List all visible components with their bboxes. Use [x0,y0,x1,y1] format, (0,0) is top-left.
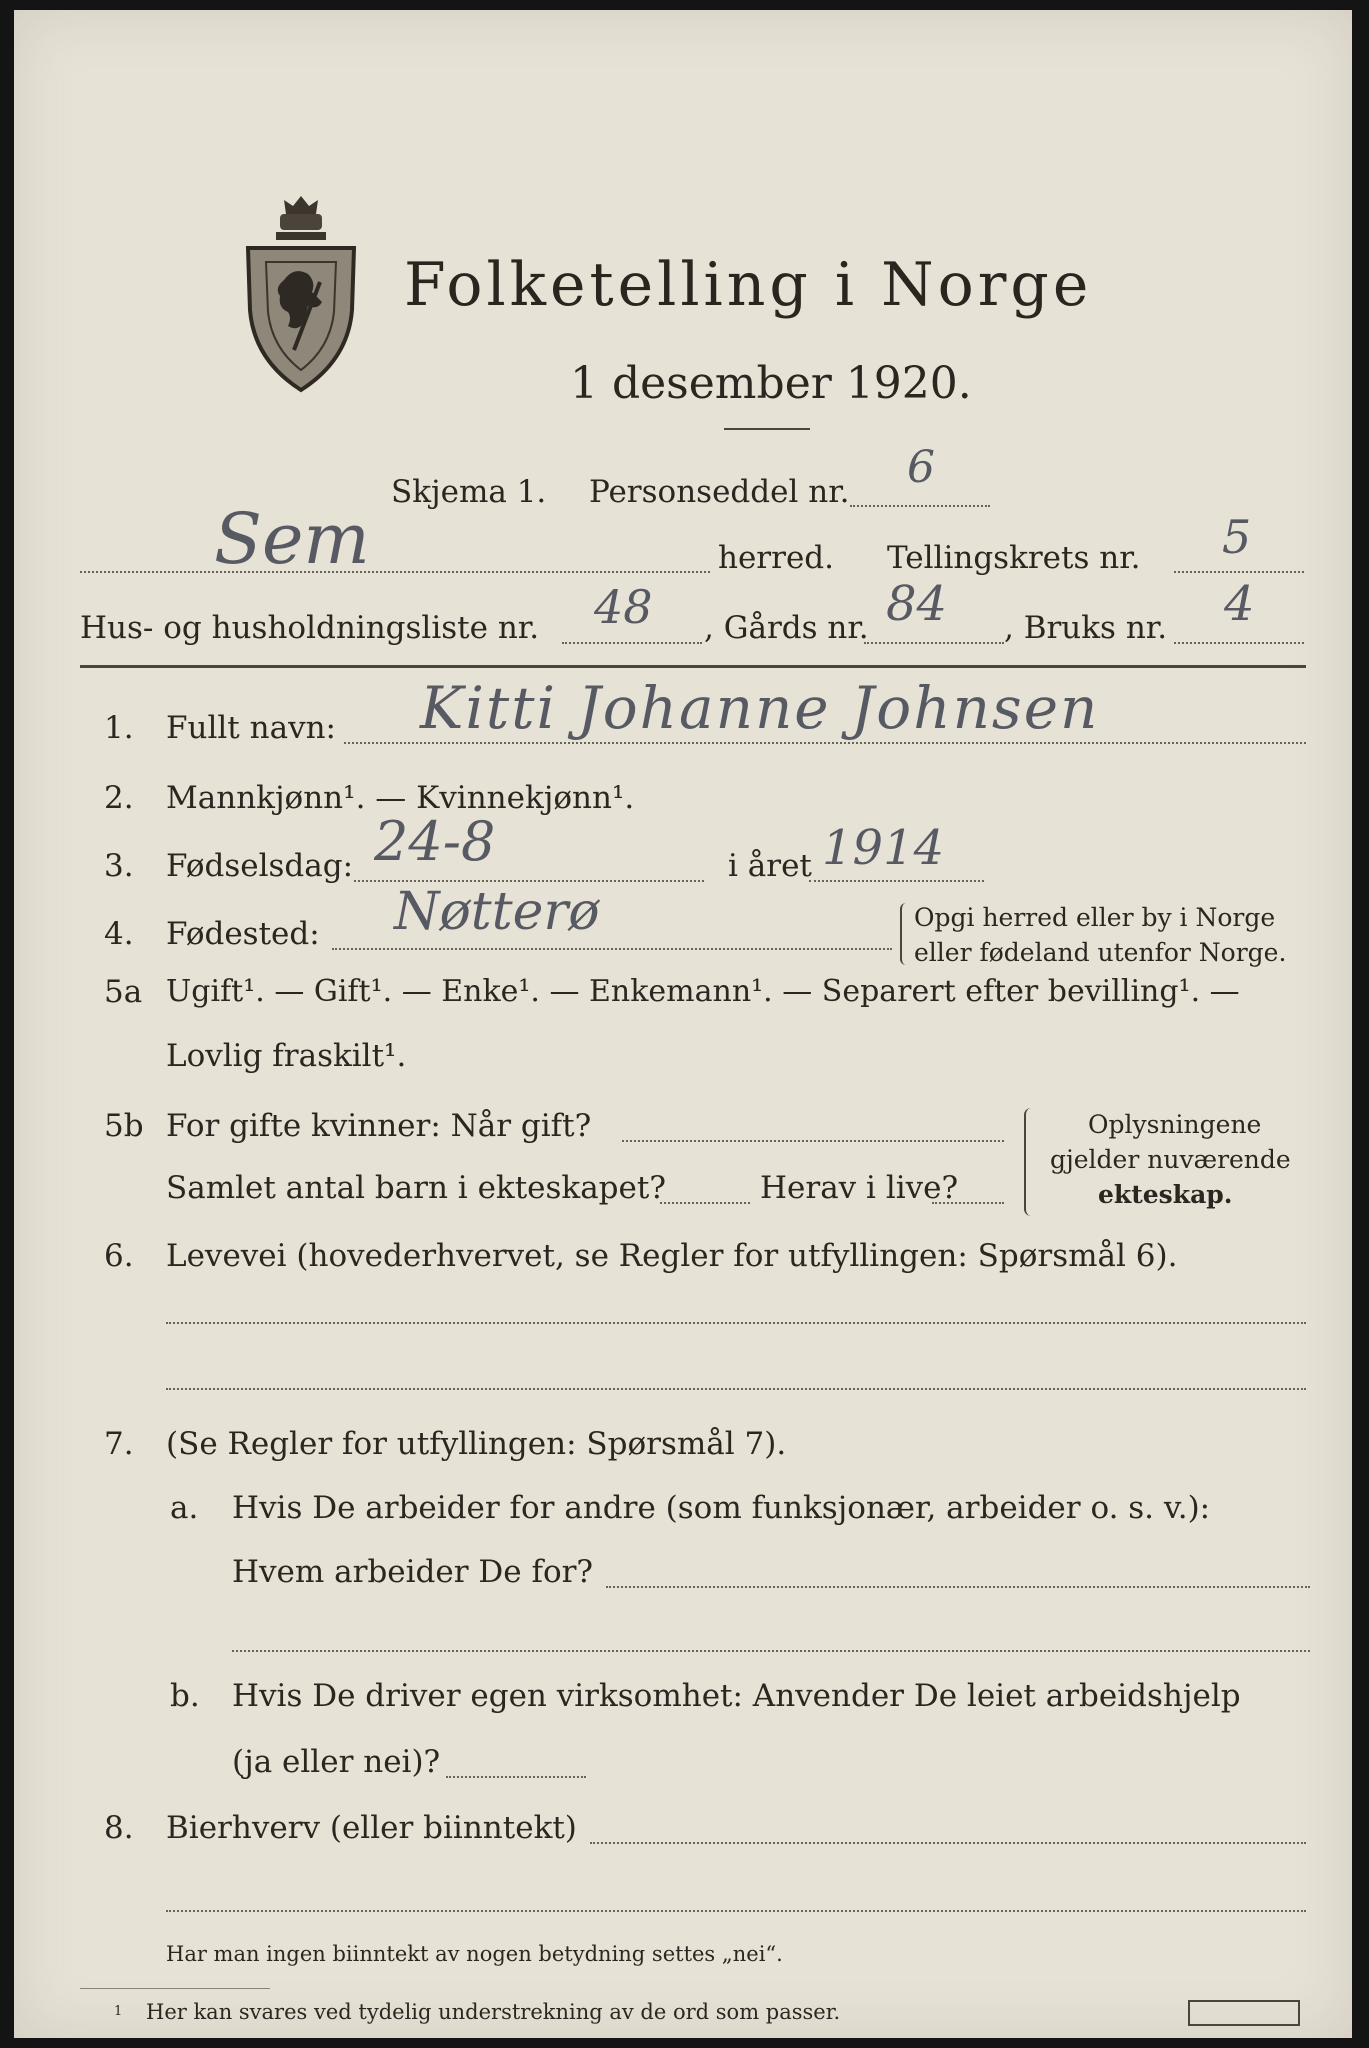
q4-note-brace [900,903,912,965]
herred-label: herred. [718,540,834,576]
q4-note-line-2: eller fødeland utenfor Norge. [914,938,1287,967]
q8-line-2 [166,1910,1306,1912]
q1-line [344,742,1306,744]
title-divider [724,428,810,430]
q5b-alive-label: Herav i live? [760,1170,959,1206]
q5b-alive-line [932,1202,1004,1204]
q6-answer-line-1 [166,1322,1306,1324]
q2-gender-options[interactable]: Mannkjønn¹. — Kvinnekjønn¹. [166,780,635,816]
q5a-marital-options-cont[interactable]: Lovlig fraskilt¹. [166,1038,407,1074]
herred-value[interactable]: Sem [214,498,370,580]
gards-label: , Gårds nr. [704,610,869,646]
tellingskrets-line [1174,571,1304,573]
q3-year-line [809,880,984,882]
q3-year-label: i året [728,848,812,884]
q6-answer-line-2 [166,1388,1306,1390]
census-form-sheet [14,10,1352,2038]
q4-note-line-1: Opgi herred eller by i Norge [914,903,1276,932]
printer-stamp [1188,2000,1300,2026]
q6-occupation-label: Levevei (hovederhvervet, se Regler for utfyllingen: Spørsmål 6). [166,1238,1178,1274]
q7-label: (Se Regler for utfyllingen: Spørsmål 7). [166,1426,787,1462]
header-divider [80,665,1306,668]
q7b-yes-no-line [446,1776,586,1778]
q7a-employer-label: Hvem arbeider De for? [232,1554,594,1590]
personseddel-line [850,505,990,507]
personseddel-value[interactable]: 6 [907,442,935,493]
bruks-value[interactable]: 4 [1224,576,1255,632]
q3-year-value[interactable]: 1914 [822,820,945,876]
herred-line [80,571,710,573]
q5b-note-line-3: ekteskap. [1098,1180,1233,1209]
hus-label: Hus- og husholdningsliste nr. [80,610,540,646]
gards-line [864,642,1004,644]
q5a-marital-options[interactable]: Ugift¹. — Gift¹. — Enke¹. — Enkemann¹. — Separert efter bevilling¹. — [166,974,1240,1009]
q2-number: 2. [104,780,134,816]
q8-number: 8. [104,1810,134,1846]
q4-birthplace-value[interactable]: Nøtterø [394,882,600,942]
q5b-note-brace [1024,1108,1038,1216]
q4-line [332,948,892,950]
tellingskrets-label: Tellingskrets nr. [887,540,1141,576]
form-title: Folketelling i Norge [404,250,1093,320]
q7a-question: Hvis De arbeider for andre (som funksjonær, arbeider o. s. v.): [232,1490,1211,1526]
q6-number: 6. [104,1238,134,1274]
q1-label: Fullt navn: [166,710,336,746]
q8-label: Bierhverv (eller biinntekt) [166,1810,577,1846]
tellingskrets-value[interactable]: 5 [1222,510,1252,564]
hus-value[interactable]: 48 [594,580,653,634]
footnote-mark: 1 [114,2004,123,2019]
q4-label: Fødested: [166,916,320,952]
q5b-note-line-2: gjelder nuværende [1050,1145,1291,1174]
q7a-employer-line-2 [232,1650,1310,1652]
q1-number: 1. [104,710,134,746]
q5b-when-married-line [622,1140,1004,1142]
q7a-letter: a. [170,1490,199,1526]
norway-coat-of-arms-icon [236,190,366,400]
gards-value[interactable]: 84 [886,576,948,632]
hus-line [562,642,702,644]
census-date: 1 desember 1920. [570,358,972,409]
q3-label: Fødselsdag: [166,848,354,884]
q7b-letter: b. [170,1678,200,1714]
q5a-number: 5a [104,974,143,1010]
footnote-text: Her kan svares ved tydelig understrekning av de ord som passer. [146,2000,841,2024]
q5b-when-married-label: For gifte kvinner: Når gift? [166,1108,592,1144]
personseddel-label: Personseddel nr. [589,474,850,510]
schema-label: Skjema 1. [391,474,547,510]
income-note: Har man ingen biinntekt av nogen betydning settes „nei“. [166,1942,783,1966]
q3-birthday-value[interactable]: 24-8 [374,810,496,873]
q7b-question: Hvis De driver egen virksomhet: Anvender De leiet arbeidshjelp [232,1678,1241,1714]
q7a-employer-line [606,1586,1310,1588]
bruks-line [1174,642,1304,644]
q7-number: 7. [104,1426,134,1462]
q5b-note-line-1: Oplysningene [1088,1110,1262,1139]
q8-line [590,1842,1306,1844]
q5b-children-label: Samlet antal barn i ekteskapet? [166,1170,666,1206]
footnote-divider [80,1988,270,1989]
q3-number: 3. [104,848,134,884]
q5b-number: 5b [104,1108,144,1144]
q7b-yes-no-label: (ja eller nei)? [232,1744,441,1780]
q1-full-name-value[interactable]: Kitti Johanne Johnsen [420,674,1100,742]
bruks-label: , Bruks nr. [1004,610,1168,646]
q4-number: 4. [104,916,134,952]
q5b-children-line [660,1202,750,1204]
